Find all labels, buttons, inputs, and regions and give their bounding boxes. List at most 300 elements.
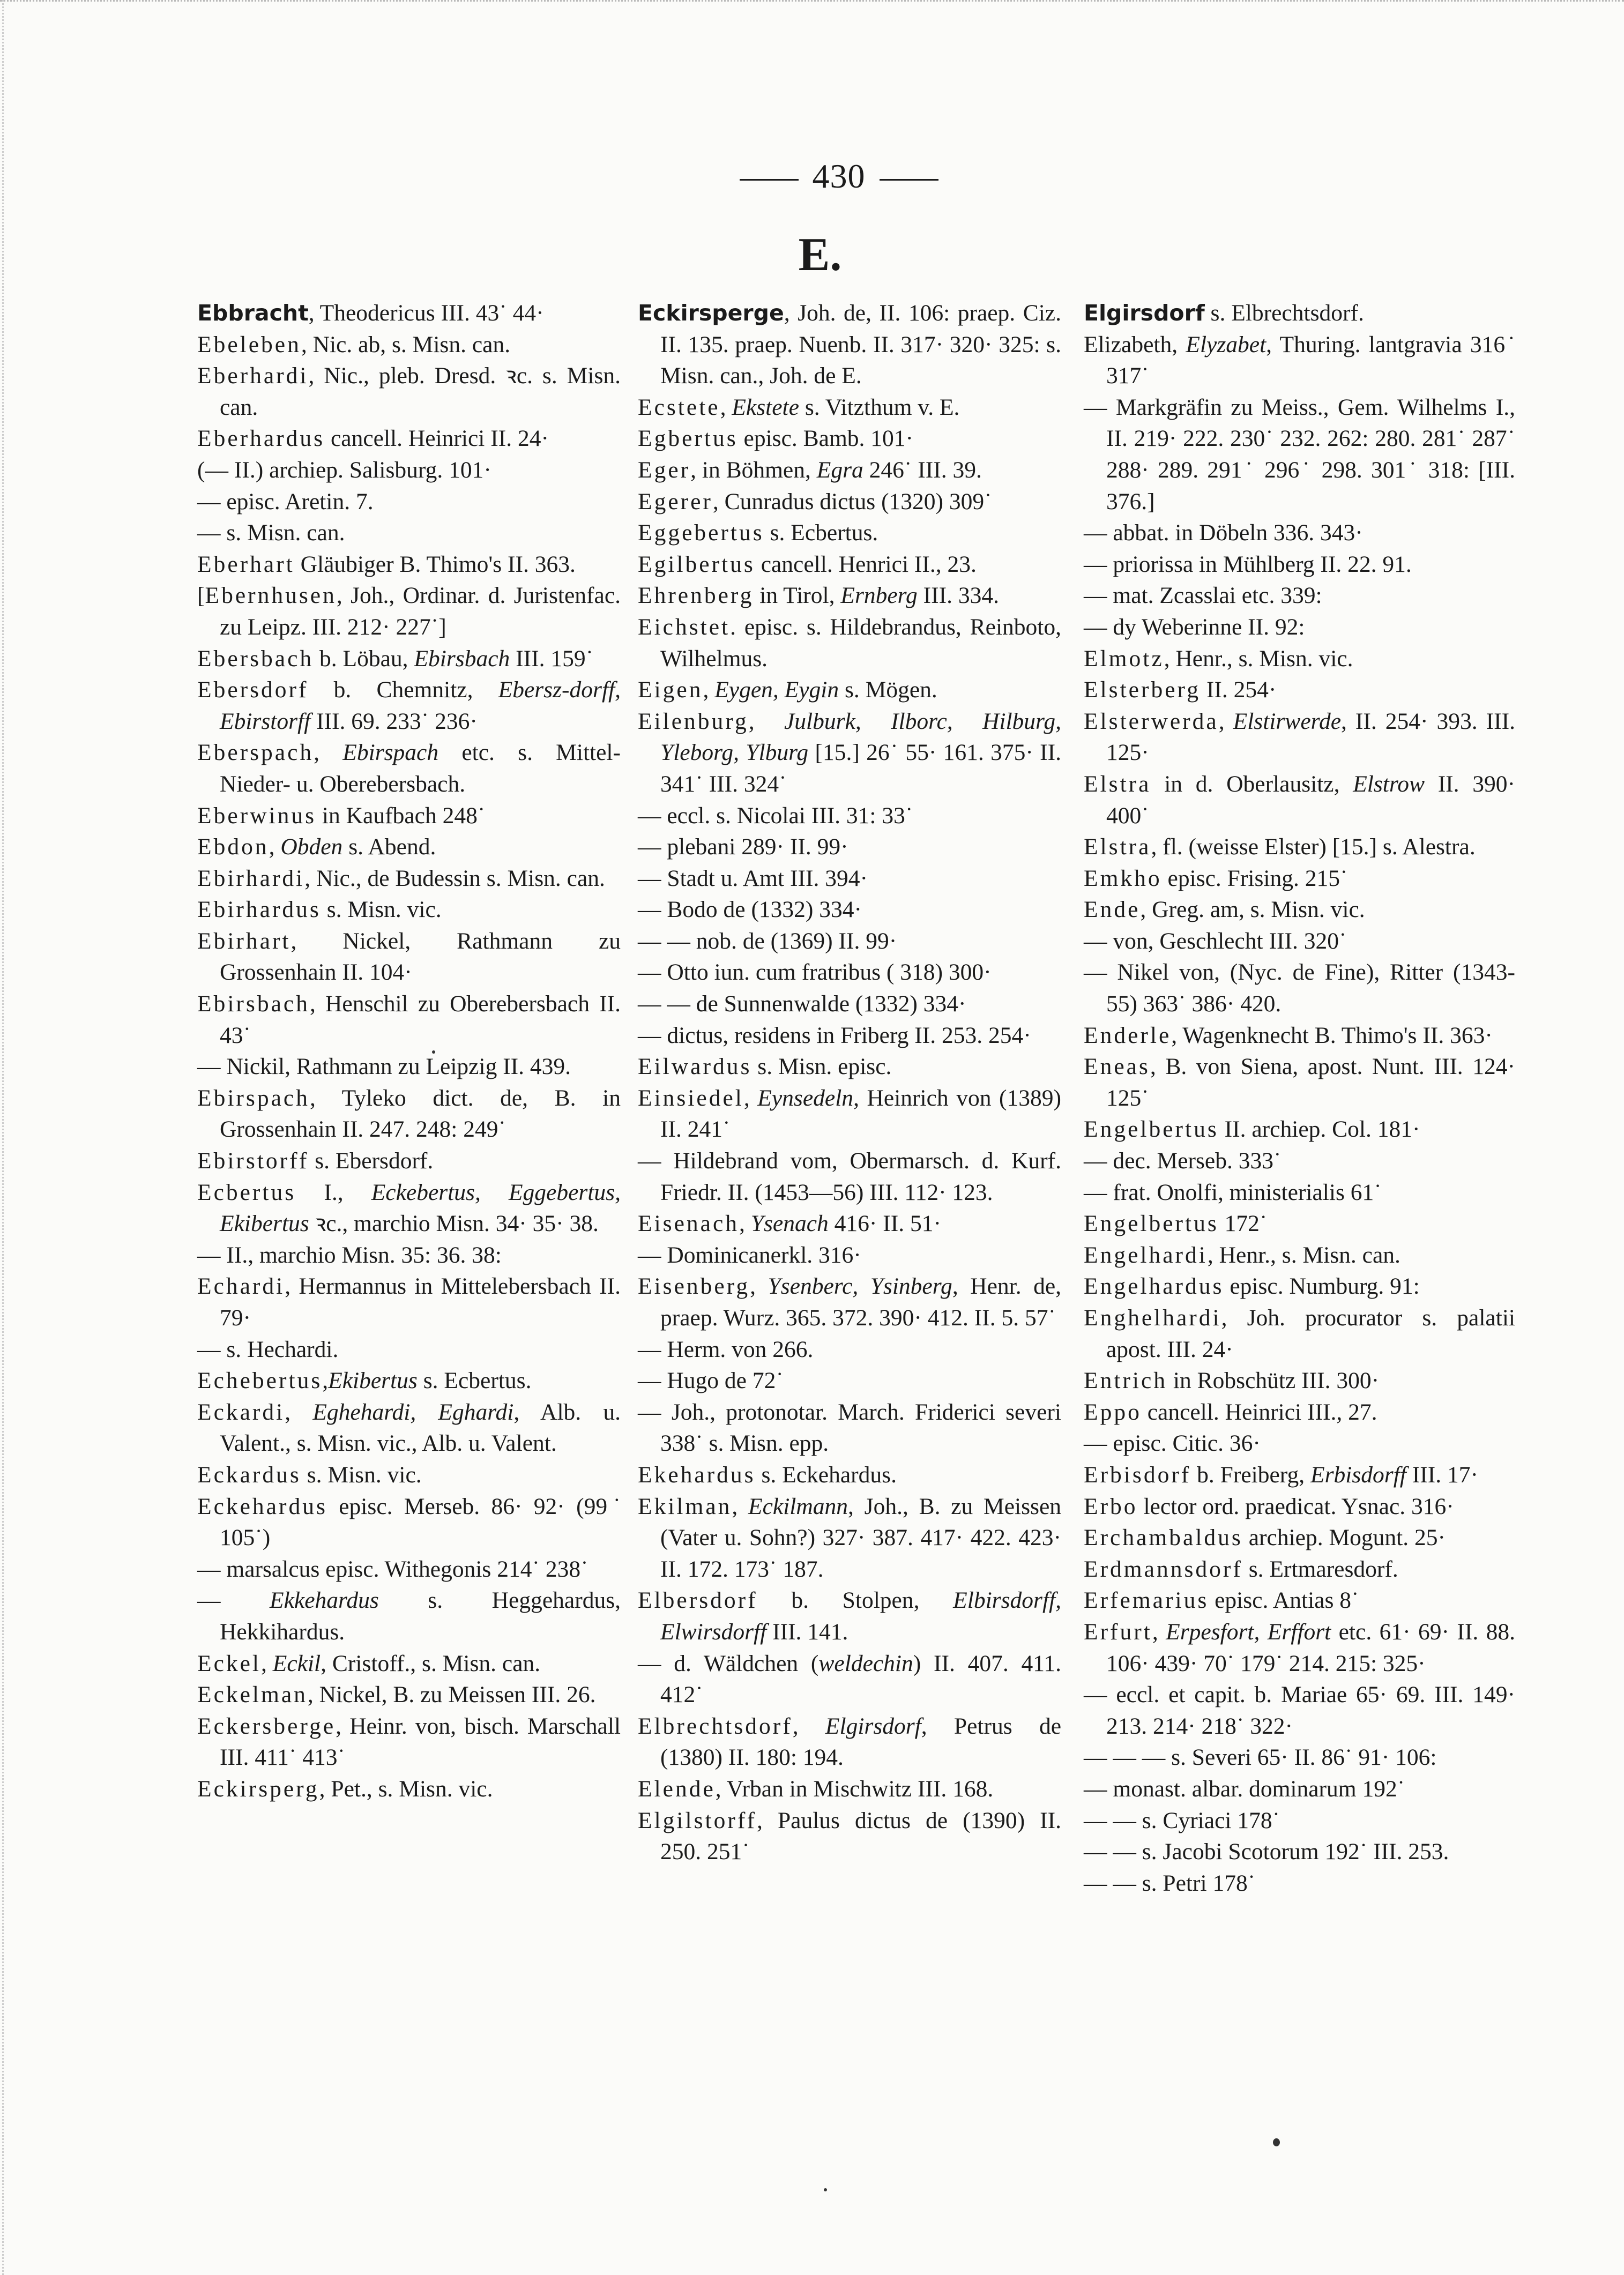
italic-form: weldechin [818, 1650, 913, 1676]
index-entry [1084, 1145, 1515, 1177]
headword: Eichstet [638, 614, 731, 640]
headword: Egilbertus [638, 551, 755, 577]
headword: Ebersbach [197, 645, 314, 672]
italic-form: Julburk, Ilborc, Hilburg, Yleborg, Ylburg [660, 708, 1061, 766]
entry-text: etc. s. Mittel- Nieder- u. Oberebersbach. [220, 740, 621, 797]
entry-text: , Nickel, B. zu Meissen III. 26. [307, 1682, 596, 1708]
headword: Elgilstorff [638, 1807, 757, 1833]
italic-form: Elbirsdorff, Elwirsdorff [660, 1587, 1061, 1645]
entry-text: — s. Misn. can. [197, 520, 345, 546]
headword: Eckel [197, 1650, 262, 1676]
entry-text: s. Heggehardus, Hekkihardus. [220, 1587, 621, 1645]
entry-text: s. Misn. episc. [751, 1054, 892, 1080]
entry-text: s. Abend. [342, 834, 436, 860]
index-entry [638, 1397, 1061, 1459]
entry-text: — monast. albar. dominarum 192˙ [1084, 1776, 1405, 1802]
entry-text: , Wagenknecht B. Thimo's II. 363· [1171, 1022, 1493, 1048]
headword: Eilenburg [638, 708, 749, 734]
index-entry [197, 894, 621, 926]
italic-form: Ebirsbach [414, 645, 510, 672]
entry-text: , [743, 1085, 758, 1111]
headword: Erbo [1084, 1493, 1138, 1519]
entry-text: s. Elbrechtsdorf. [1204, 300, 1364, 326]
index-entry [1084, 957, 1515, 1019]
entry-text: [ [197, 583, 205, 609]
index-entry [197, 360, 621, 423]
entry-text: — — de Sunnenwalde (1332) 334· [638, 991, 966, 1017]
entry-text: episc. Frising. 215˙ [1161, 865, 1348, 891]
index-entry [638, 297, 1061, 392]
entry-text: — Bodo de (1332) 334· [638, 897, 862, 923]
index-entry [197, 1679, 621, 1711]
entry-text: III. 334. [917, 583, 999, 609]
index-entry [1084, 831, 1515, 863]
entry-text: — von, Geschlecht III. 320˙ [1084, 928, 1347, 954]
index-entry [197, 423, 621, 454]
entry-text: b. Stolpen, [757, 1587, 953, 1614]
headword: Eberwinus [197, 802, 317, 829]
headword: Ebirstorff [197, 1148, 309, 1174]
headword: Engelbertus [1084, 1116, 1219, 1143]
headword: Emkho [1084, 865, 1162, 891]
entry-text: , [314, 740, 343, 766]
entry-text: — Hildebrand vom, Obermarsch. d. Kurf. Friedr. II. (1453—56) III. 112· 123. [638, 1148, 1061, 1205]
entry-text: , Alb. u. Valent., s. Misn. vic., Alb. u. Valent. [220, 1399, 621, 1457]
index-entry [638, 1020, 1061, 1051]
index-entry [1084, 1051, 1515, 1114]
headword: Echebertus [197, 1368, 323, 1394]
section-letter: E. [798, 229, 842, 281]
italic-form: Eygen, Eygin [714, 677, 839, 703]
entry-text: s. Mögen. [839, 677, 937, 703]
headword: Ebirsbach [197, 991, 310, 1017]
index-entry [1084, 706, 1515, 769]
entry-text: — [197, 1587, 270, 1614]
index-entry [638, 1145, 1061, 1208]
index-entry [1084, 1302, 1515, 1365]
entry-text: , [703, 677, 715, 703]
entry-text: , Joh. procurator s. palatii apost. III. 24· [1106, 1305, 1515, 1362]
headword: Ebdon [197, 834, 269, 860]
index-entry [1084, 1554, 1515, 1585]
index-entry [638, 1083, 1061, 1145]
index-entry [638, 894, 1061, 926]
index-entry [197, 674, 621, 737]
entry-text: , fl. (weisse Elster) [15.] s. Alestra. [1151, 834, 1476, 860]
headword: Engelhardus [1084, 1273, 1224, 1300]
entry-text: — eccl. s. Nicolai III. 31: 33˙ [638, 802, 913, 829]
headword: Eilwardus [638, 1054, 752, 1080]
entry-text: — — s. Cyriaci 178˙ [1084, 1807, 1280, 1833]
index-entry [197, 1145, 621, 1177]
headword: Eckehardus [197, 1493, 327, 1519]
headword: Ecbertus [197, 1179, 296, 1205]
index-entry [197, 549, 621, 580]
headword: Ende [1084, 897, 1141, 923]
index-entry [197, 1711, 621, 1773]
index-entry [197, 580, 621, 643]
entry-text: ) II. 407. 411. 412˙ [660, 1650, 1061, 1708]
entry-text: cancell. Heinrici II. 24· [325, 426, 549, 452]
entry-text: , Cristoff., s. Misn. can. [321, 1650, 541, 1676]
index-entry [1084, 1208, 1515, 1240]
entry-text: episc. Bamb. 101· [737, 426, 914, 452]
entry-text: b. Chemnitz, [308, 677, 498, 703]
index-entry [1084, 769, 1515, 831]
index-entry [638, 1459, 1061, 1491]
index-entry [638, 1711, 1061, 1773]
headword: Egbertus [638, 426, 738, 452]
index-entry [638, 800, 1061, 832]
index-entry [197, 831, 621, 863]
entry-text: [15.] 26˙ 55· 161. 375· II. 341˙ III. 324˙ [660, 740, 1061, 797]
entry-text: archiep. Mogunt. 25· [1242, 1525, 1446, 1551]
headword: Ehrenberg [638, 583, 754, 609]
index-entry [638, 454, 1061, 486]
index-entry [1084, 1836, 1515, 1868]
headword: Ebeleben [197, 331, 301, 357]
entry-text: I., [296, 1179, 371, 1205]
index-entry [1084, 329, 1515, 392]
scan-edge-top [0, 0, 1624, 4]
headword: Enghelhardi [1084, 1305, 1221, 1331]
index-entry [1084, 1459, 1515, 1491]
index-entry [197, 1459, 621, 1491]
entry-text: , Paulus dictus de (1390) II. 250. 251˙ [660, 1807, 1061, 1865]
index-entry [197, 863, 621, 894]
index-entry [197, 988, 621, 1051]
entry-text: , [792, 1713, 825, 1739]
index-entry [1084, 926, 1515, 957]
headword: Elbersdorf [638, 1587, 758, 1614]
headword: Eppo [1084, 1399, 1142, 1425]
headword-bold: Eckirsperge [638, 300, 784, 326]
italic-form: Egra [816, 457, 863, 483]
index-entry [197, 1648, 621, 1680]
index-entry [1084, 1271, 1515, 1302]
entry-text: cancell. Henrici II., 23. [755, 551, 977, 577]
headword: Eigen [638, 677, 703, 703]
index-entry [638, 863, 1061, 894]
italic-form: Elstirwerde [1233, 708, 1342, 734]
entry-text: , Joh., B. zu Meissen (Vater u. Sohn?) 327· 387. 417· 422. 423· II. 172. 173˙ 187. [660, 1493, 1061, 1582]
index-entry [638, 831, 1061, 863]
entry-text: — Hugo de 72˙ [638, 1368, 784, 1394]
italic-form: Ysenach [750, 1211, 829, 1237]
headword: Eckersberge [197, 1713, 336, 1739]
entry-text: — — s. Jacobi Scotorum 192˙ III. 253. [1084, 1839, 1449, 1865]
dash-left [740, 179, 799, 181]
entry-text: — Joh., protonotar. March. Friderici severi 338˙ s. Misn. epp. [638, 1399, 1061, 1457]
headword: Elstra [1084, 771, 1151, 797]
index-entry [1084, 1428, 1515, 1459]
headword: Elsterberg [1084, 677, 1201, 703]
italic-form: Eynsedeln [757, 1085, 854, 1111]
headword: Enderle [1084, 1022, 1172, 1048]
index-entry [638, 580, 1061, 611]
index-entry [197, 800, 621, 832]
italic-form: Elgirsdorf [825, 1713, 921, 1739]
index-entry [1084, 1585, 1515, 1616]
italic-form: Elyzabet [1186, 331, 1267, 357]
index-entry [197, 486, 621, 518]
entry-text: . episc. s. Hildebrandus, Reinboto, Wilhelmus. [660, 614, 1061, 672]
headword: Elsterwerda [1084, 708, 1219, 734]
italic-form: Ebirspach [342, 740, 439, 766]
entry-text: s. Ertmaresdorf. [1242, 1556, 1398, 1582]
entry-text: — s. Hechardi. [197, 1336, 339, 1362]
entry-text: in Kaufbach 248˙ [316, 802, 486, 829]
italic-form: Ebersz-dorff, Ebirstorff [220, 677, 621, 734]
index-entry [638, 549, 1061, 580]
entry-text: — episc. Aretin. 7. [197, 488, 374, 514]
entry-text: — frat. Onolfi, ministerialis 61˙ [1084, 1179, 1382, 1205]
headword-bold: Ebbracht [197, 300, 309, 326]
entry-text: Gläubiger B. Thimo's II. 363. [294, 551, 576, 577]
entry-text: , Hermannus in Mittelebersbach II. 79· [220, 1273, 621, 1331]
headword: Eberhardi [197, 363, 309, 389]
entry-text: s. Eckehardus. [755, 1461, 897, 1488]
index-entry [638, 423, 1061, 454]
index-entry [197, 1240, 621, 1271]
headword: Ebirhardus [197, 897, 321, 923]
entry-text: — d. Wäldchen ( [638, 1650, 819, 1676]
entry-text: , Nic., de Budessin s. Misn. can. [304, 865, 605, 891]
entry-text: , Henr., s. Misn. can. [1207, 1242, 1400, 1268]
entry-text: s. Ebersdorf. [309, 1148, 434, 1174]
italic-form: Obden [280, 834, 343, 860]
entry-text: s. Ecbertus. [417, 1368, 532, 1394]
index-entry [197, 329, 621, 361]
headword: Eggebertus [638, 520, 764, 546]
entry-text: — plebani 289· II. 99· [638, 834, 848, 860]
index-entry [197, 643, 621, 675]
index-column-3 [1084, 297, 1515, 1899]
entry-text: , Nic. ab, s. Misn. can. [301, 331, 511, 357]
entry-text: episc. Antias 8˙ [1209, 1587, 1359, 1614]
entry-text: — II., marchio Misn. 35: 36. 38: [197, 1242, 502, 1268]
entry-text: II. 390· 400˙ [1106, 771, 1515, 829]
entry-text: , Joh., Ordinar. d. Juristenfac. zu Leipz. III. 212· 227˙] [220, 583, 621, 640]
entry-text: , Heinrich von (1389) II. 241˙ [660, 1085, 1061, 1143]
entry-text: b. Löbau, [314, 645, 414, 672]
entry-text: , Theodericus III. 43˙ 44· [308, 300, 544, 326]
index-entry [638, 706, 1061, 800]
index-entry [638, 1805, 1061, 1868]
entry-text: — eccl. et capit. b. Mariae 65· 69. III. 149· 213. 214· 218˙ 322· [1084, 1682, 1515, 1739]
index-entry [638, 611, 1061, 674]
entry-text: — Nikel von, (Nyc. de Fine), Ritter (1343-55) 363˙ 386· 420. [1084, 959, 1515, 1017]
index-entry [1084, 643, 1515, 675]
headword: Erchambaldus [1084, 1525, 1243, 1551]
entry-text: , Cunradus dictus (1320) 309˙ [712, 488, 992, 514]
index-entry [638, 486, 1061, 518]
index-entry [1084, 1397, 1515, 1428]
index-entry [1084, 1868, 1515, 1899]
entry-text: , [1218, 708, 1233, 734]
headword: Eckelman [197, 1682, 308, 1708]
entry-text: in d. Oberlausitz, [1151, 771, 1353, 797]
entry-text: 416· II. 51· [828, 1211, 941, 1237]
entry-text: , Henr., s. Misn. vic. [1164, 645, 1353, 672]
entry-text: ꝛc., marchio Misn. 34· 35· 38. [309, 1211, 599, 1237]
index-entry [638, 1051, 1061, 1083]
index-entry [1084, 297, 1515, 329]
entry-text: (— II.) archiep. Salisburg. 101· [197, 457, 491, 483]
italic-form: Eckil [272, 1650, 321, 1676]
headword: Ecstete [638, 394, 720, 420]
index-entry [1084, 517, 1515, 549]
index-entry [197, 1773, 621, 1805]
entry-text: — Dominicanerkl. 316· [638, 1242, 861, 1268]
index-entry [638, 988, 1061, 1020]
entry-text: — priorissa in Mühlberg II. 22. 91. [1084, 551, 1412, 577]
italic-form: Ekibertus [328, 1368, 418, 1394]
index-entry [638, 1208, 1061, 1240]
italic-form: Ysenberc, Ysinberg [768, 1273, 952, 1300]
entry-text: — — nob. de (1369) II. 99· [638, 928, 897, 954]
italic-form: Erbisdorff [1310, 1461, 1406, 1488]
entry-text: , [720, 394, 732, 420]
index-entry [197, 1271, 621, 1333]
entry-text: — marsalcus episc. Withegonis 214˙ 238˙ [197, 1556, 588, 1582]
entry-text: , [739, 1211, 751, 1237]
entry-text: — abbat. in Döbeln 336. 343· [1084, 520, 1363, 546]
entry-text: — — s. Petri 178˙ [1084, 1870, 1256, 1896]
index-entry [1084, 1679, 1515, 1742]
entry-text: — dy Weberinne II. 92: [1084, 614, 1305, 640]
index-entry [197, 297, 621, 329]
italic-form: Ekstete [732, 394, 799, 420]
headword: Eisenberg [638, 1273, 750, 1300]
headword: Ebirhart [197, 928, 291, 954]
index-entry [638, 1773, 1061, 1805]
index-entry [638, 1585, 1061, 1647]
headword: Erdmannsdorf [1084, 1556, 1243, 1582]
index-entry [197, 1397, 621, 1459]
entry-text: , Heinr. von, bisch. Marschall III. 411˙ 413˙ [220, 1713, 621, 1771]
index-entry [197, 517, 621, 549]
headword: Egerer [638, 488, 713, 514]
entry-text: , Nic., pleb. Dresd. ꝛc. s. Misn. can. [220, 363, 621, 420]
entry-text: , Pet., s. Misn. vic. [319, 1776, 493, 1802]
entry-text: lector ord. praedicat. Ysnac. 316· [1137, 1493, 1454, 1519]
ink-speck [824, 2188, 827, 2191]
entry-text: , [1152, 1618, 1166, 1645]
entry-text: , B. von Siena, apost. Nunt. III. 124· 125˙ [1106, 1054, 1515, 1111]
entry-text: III. 159˙ [510, 645, 594, 672]
entry-text: , Nickel, Rathmann zu Grossenhain II. 104· [220, 928, 621, 986]
scan-edge-left [2, 0, 4, 2275]
index-entry [1084, 1177, 1515, 1209]
headword: Eberhardus [197, 426, 325, 452]
headword: Eckardi [197, 1399, 285, 1425]
entry-text: III. 141. [766, 1618, 848, 1645]
entry-text: , [285, 1399, 313, 1425]
page-number [705, 156, 973, 196]
headword: Ebernhusen [205, 583, 337, 609]
entry-text: , Petrus de (1380) II. 180: 194. [660, 1713, 1062, 1771]
index-entry [197, 1491, 621, 1554]
index-entry [1084, 549, 1515, 580]
entry-text: , Greg. am, s. Misn. vic. [1140, 897, 1365, 923]
index-entry [638, 957, 1061, 988]
index-entry [197, 737, 621, 800]
entry-text: etc. 61· 69· II. 88. 106· 439· 70˙ 179˙ 214. 215: 325· [1106, 1618, 1515, 1676]
headword: Eger [638, 457, 691, 483]
headword: Eckardus [197, 1461, 301, 1488]
entry-text: — episc. Citic. 36· [1084, 1430, 1261, 1457]
index-entry [1084, 1742, 1515, 1773]
headword: Engelhardi [1084, 1242, 1208, 1268]
headword: Ekehardus [638, 1461, 756, 1488]
index-entry [638, 392, 1061, 423]
headword: Ebirspach [197, 1085, 310, 1111]
headword: Eberspach [197, 740, 314, 766]
index-entry [197, 1177, 621, 1240]
entry-text: — mat. Zcasslai etc. 339: [1084, 583, 1322, 609]
headword: Ekilman [638, 1493, 732, 1519]
index-entry [1084, 1240, 1515, 1271]
headword: Entrich [1084, 1368, 1168, 1394]
headword: Eberhart [197, 551, 295, 577]
index-entry [197, 1051, 621, 1083]
entry-text: , Henr. de, praep. Wurz. 365. 372. 390· 412. II. 5. 57˙ [660, 1273, 1062, 1331]
index-entry [197, 1365, 621, 1397]
ink-speck [1273, 2138, 1280, 2146]
index-entry [638, 1334, 1061, 1366]
entry-text: , Tyleko dict. de, B. in Grossenhain II. 247. 248: 249˙ [220, 1085, 621, 1143]
italic-form: Erpesfort, Erffort [1166, 1618, 1331, 1645]
index-entry [638, 1648, 1061, 1711]
ink-speck [432, 1050, 435, 1054]
entry-text: — Nickil, Rathmann zu Leipzig II. 439. [197, 1054, 571, 1080]
entry-text: , in Böhmen, [690, 457, 817, 483]
index-entry [1084, 1020, 1515, 1051]
entry-text: , Thuring. lantgravia 316˙ 317˙ [1106, 331, 1515, 389]
index-entry [638, 1240, 1061, 1271]
entry-text: , Vrban in Mischwitz III. 168. [715, 1776, 994, 1802]
headword: Erbisdorf [1084, 1461, 1191, 1488]
index-entry [1084, 674, 1515, 706]
index-entry [1084, 580, 1515, 611]
index-entry [638, 674, 1061, 706]
index-entry [638, 1365, 1061, 1397]
index-entry [1084, 1114, 1515, 1145]
headword-bold: Elgirsdorf [1084, 300, 1205, 326]
index-entry [1084, 863, 1515, 894]
index-entry [197, 1083, 621, 1145]
entry-text: s. Misn. vic. [321, 897, 442, 923]
headword: Elstra [1084, 834, 1151, 860]
index-entry [638, 1491, 1061, 1585]
index-entry [1084, 1522, 1515, 1554]
entry-text: , [322, 1368, 329, 1394]
entry-text: III. 69. 233˙ 236· [310, 708, 478, 734]
index-entry [197, 1585, 621, 1647]
entry-text: , [732, 1493, 749, 1519]
entry-text: in Tirol, [754, 583, 841, 609]
entry-text: — dec. Merseb. 333˙ [1084, 1148, 1282, 1174]
entry-text: Elizabeth, [1084, 331, 1186, 357]
italic-form: Elstrow [1353, 771, 1425, 797]
dash-right [880, 179, 938, 181]
entry-text: in Robschütz III. 300· [1167, 1368, 1380, 1394]
headword: Elbrechtsdorf [638, 1713, 793, 1739]
headword: Engelbertus [1084, 1211, 1219, 1237]
index-column-1 [197, 297, 621, 1805]
italic-form: Ekkehardus [270, 1587, 379, 1614]
